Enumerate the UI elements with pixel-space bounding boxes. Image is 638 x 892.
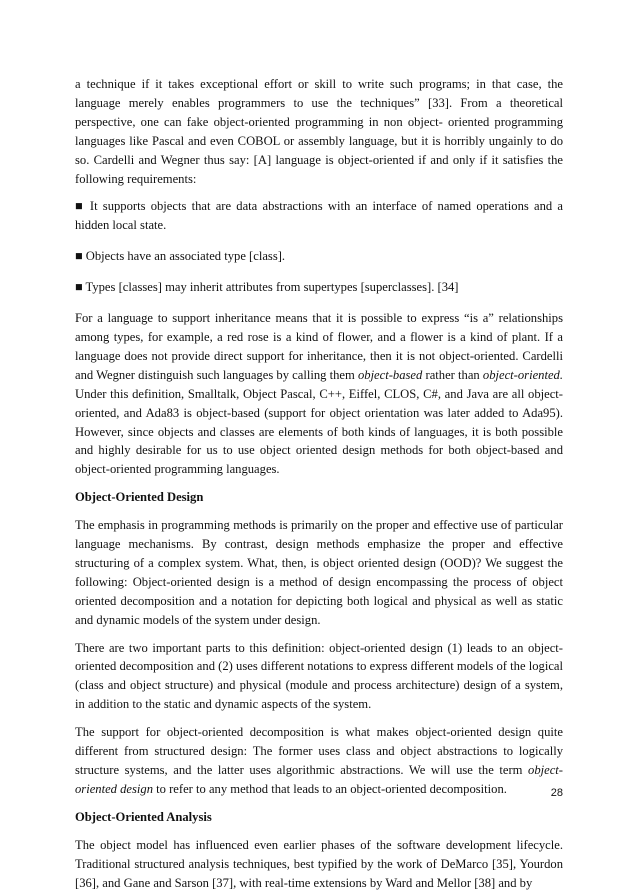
- heading-ooa: Object-Oriented Analysis: [75, 809, 212, 824]
- emphasis-object-based: object-based: [357, 367, 423, 382]
- emphasis-ood-term: object-oriented design: [75, 763, 563, 796]
- emphasis-object-oriented: object-oriented.: [482, 367, 563, 382]
- bullet-item-2: ■ Objects have an associated type [class].: [75, 249, 286, 264]
- paragraph-ood-definition: The emphasis in programming methods is primarily on the proper and effective use of particular language mechanisms. By contrast, design methods emphasize the proper and effective structuring of a complex system. What, then, is object oriented design (OOD)? We suggest the following: Object-oriented design is a method of design encompassing the process of object oriented decomposition and a notation for depicting both logical and physical as well as static and dynamic models of the system under design.: [75, 518, 563, 627]
- text-run: The support for object-oriented decomposition is what makes object-oriented design quite different from structured design: The former uses class and object abstractions to logically structure systems, and the latter uses algorithmic abstractions. We will use the term: [75, 725, 563, 777]
- paragraph-inheritance: [75, 309, 563, 479]
- text-run: to refer to any method that leads to an object-oriented decomposition.: [153, 781, 507, 796]
- text-run: rather than: [422, 367, 483, 382]
- paragraph-decomposition: [75, 723, 563, 799]
- heading-ood: Object-Oriented Design: [75, 490, 204, 505]
- paragraph-ood-parts: There are two important parts to this definition: object-oriented design (1) leads to an object-oriented decomposition and (2) uses different notations to express different models of the logical (class and object structure) and physical (module and process architecture) design of a system, in addition to the static and dynamic aspects of the system.: [75, 640, 563, 712]
- text-run: Under this definition, Smalltalk, Object Pascal, C++, Eiffel, CLOS, C#, and Java are all object-oriented, and Ada83 is object-based (support for object orientation was later added to Ada95). However, since objects and classes are elements of both kinds of languages, it is both possible and highly desirable for us to use object oriented design methods for both object-based and object-oriented programming languages.: [75, 386, 563, 477]
- bullet-item-3: ■ Types [classes] may inherit attributes from supertypes [superclasses]. [34]: [75, 280, 459, 295]
- paragraph-ooa: The object model has influenced even earlier phases of the software development lifecycle. Traditional structured analysis techniques, best typified by the work of DeMarco [35], Yourdon [36], and Gane and Sarson [37], with real-time extensions by Ward and Mellor [38] and by: [75, 837, 563, 890]
- text-run: For a language to support inheritance means that it is possible to express “is a” relationships among types, for example, a red rose is a kind of flower, and a flower is a kind of plant. If a language does not provide direct support for inheritance, then it is not object-oriented. Cardelli and Wegner distinguish such languages by calling them: [75, 311, 563, 382]
- bullet-item-1: ■ It supports objects that are data abstractions with an interface of named operations and a hidden local state.: [75, 199, 563, 233]
- page-number: 28: [550, 787, 563, 799]
- paragraph-intro: a technique if it takes exceptional effort or skill to write such programs; in that case, the language merely enables programmers to use the techniques” [33]. From a theoretical perspective, one can fake object-oriented programming in non object- oriented programming languages like Pascal and even COBOL or assembly language, but it is horribly ungainly to do so. Cardelli and Wegner thus say: [A] language is object-oriented if and only if it satisfies the following requirements:: [75, 77, 563, 186]
